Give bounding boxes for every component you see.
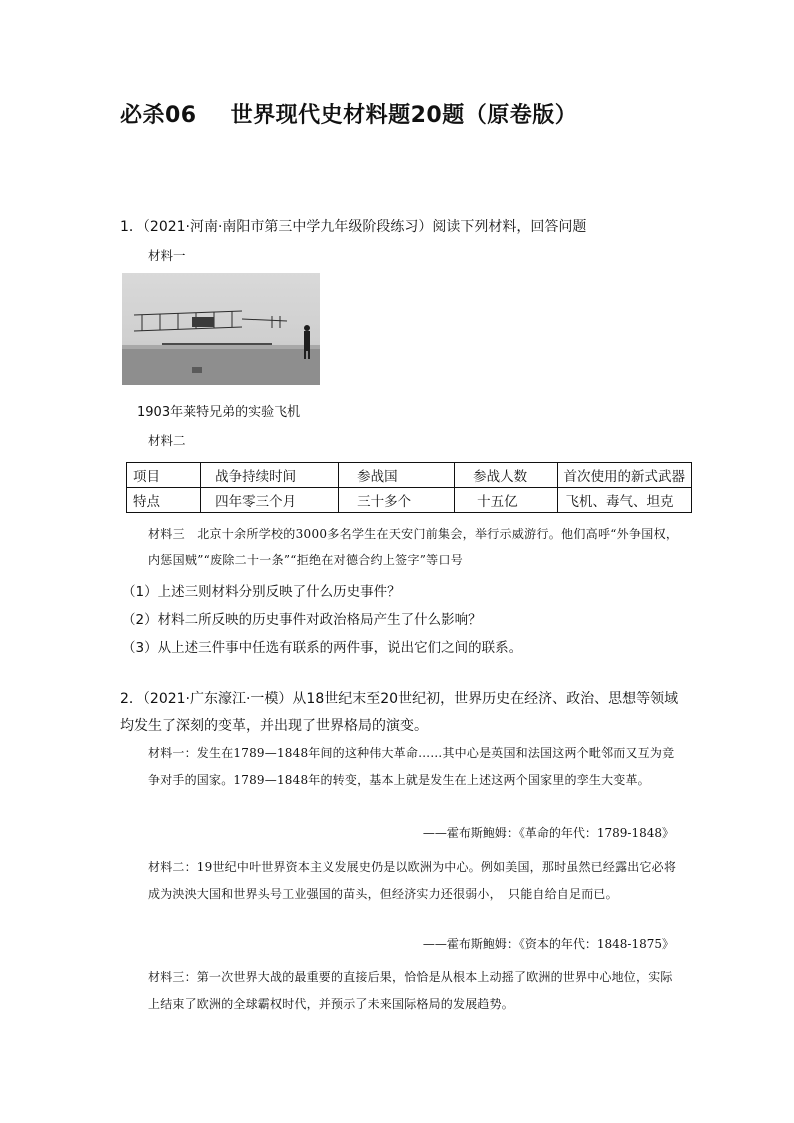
question-1-stem: 1．（2021·河南·南阳市第三中学九年级阶段练习）阅读下列材料，回答问题	[120, 219, 587, 235]
sub-question-3: （3）从上述三件事中任选有联系的两件事，说出它们之间的联系。	[122, 640, 523, 656]
table-cell: 四年零三个月	[201, 488, 339, 513]
table-cell: 十五亿	[455, 488, 557, 513]
table-cell: 特点	[127, 488, 201, 513]
material-1-label: 材料一	[148, 248, 186, 263]
sub-question-1: （1）上述三则材料分别反映了什么历史事件？	[122, 584, 401, 600]
table-cell: 项目	[127, 463, 201, 488]
table-cell: 参战国	[339, 463, 455, 488]
table-cell: 参战人数	[455, 463, 557, 488]
q2-material-1-paragraph: 材料一：发生在1789—1848年间的这种伟大革命……其中心是英国和法国这两个毗邻而又互为竞争对手的国家。1789—1848年的转变，基本上就是发生在上述这两个国家里的孪生大变革。	[148, 746, 675, 787]
question-2-stem: 2．（2021·广东濠江·一模）从18世纪末至20世纪初，世界历史在经济、政治、思想等领域均发生了深刻的变革，并出现了世界格局的演变。	[120, 691, 679, 734]
table-cell: 首次使用的新式武器	[557, 463, 692, 488]
q2-material-3-paragraph: 材料三：第一次世界大战的最重要的直接后果，恰恰是从根本上动摇了欧洲的世界中心地位，实际上结束了欧洲的全球霸权时代，并预示了未来国际格局的发展趋势。	[148, 970, 673, 1011]
photo-caption: 1903年莱特兄弟的实验飞机	[137, 405, 301, 420]
title-number: 必杀06	[120, 103, 197, 128]
title-text: 世界现代史材料题20题（原卷版）	[230, 103, 578, 128]
sub-question-2: （2）材料二所反映的历史事件对政治格局产生了什么影响？	[122, 612, 482, 628]
material-3-text	[120, 521, 680, 573]
table-row	[127, 488, 692, 513]
table-header-row	[127, 463, 692, 488]
table-cell: 三十多个	[339, 488, 455, 513]
q2-material-2	[120, 854, 680, 908]
q2-material-1-source: ——霍布斯鲍姆：《革命的年代：1789-1848》	[422, 826, 674, 840]
q2-material-1	[120, 740, 680, 794]
q2-material-3	[120, 964, 680, 1018]
airplane-photo-graphic	[122, 273, 320, 385]
table-cell: 飞机、毒气、坦克	[557, 488, 692, 513]
material-3-paragraph: 材料三 北京十余所学校的3000多名学生在天安门前集会，举行示威游行。他们高呼“外争国权，内惩国贼”“废除二十一条”“拒绝在对德合约上签字”等口号	[148, 527, 679, 567]
page-title	[120, 98, 577, 129]
q2-material-2-paragraph: 材料二：19世纪中叶世界资本主义发展史仍是以欧洲为中心。例如美国，那时虽然已经露出它必将成为泱泱大国和世界头号工业强国的苗头，但经济实力还很弱小， 只能自给自足而已。	[148, 860, 677, 901]
material-2-label: 材料二	[148, 433, 186, 448]
wright-brothers-photo	[122, 273, 320, 385]
war-info-table	[126, 462, 692, 513]
q2-material-2-source: ——霍布斯鲍姆：《资本的年代：1848-1875》	[422, 937, 674, 951]
table-cell: 战争持续时间	[201, 463, 339, 488]
